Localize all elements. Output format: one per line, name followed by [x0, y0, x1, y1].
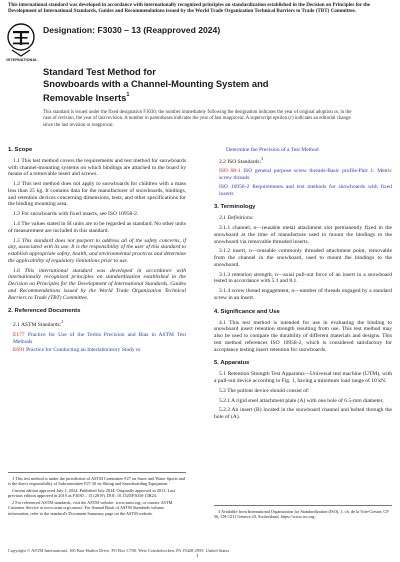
- ref-iso-68-1-title[interactable]: ISO general purpose screw threads-Basic profile-Part 1: Metric screw threads: [219, 168, 393, 182]
- right-footnotes: [214, 505, 392, 521]
- section-2-title: 2. Referenced Documents: [8, 308, 81, 315]
- para-2-1-text: 2.1 ASTM Standards:: [13, 322, 62, 329]
- para-1-5: 1.5 This standard does not purport to address all of the safety concerns, if any, associated with its use. It is the responsibility of the user of this standard to establish appropriate safety, health, and environmental practices and determine the applicability of regulatory limitations prior to use.: [8, 237, 186, 264]
- copyright-line: Copyright © ASTM International, 100 Barr Harbor Drive, PO Box C700, West Conshohocken, PA 19428-2959. United States: [8, 548, 230, 553]
- left-column: [8, 147, 186, 356]
- ref-iso-68-1-code[interactable]: ISO 68-1: [219, 168, 241, 175]
- ref-e177[interactable]: [8, 332, 186, 346]
- tbt-notice: This international standard was developed in accordance with internationally recognized principles on standardization established in the Decision on Principles for the Development of International Standards, Guides and Recommendations issued by the World Trade Organization Technical Barriers to Trade (TBT) Committee.: [8, 2, 371, 14]
- logo-caption: INTERNATIONAL: [6, 58, 38, 62]
- ref-e691-continued[interactable]: Determine the Precision of a Test Method: [226, 147, 319, 153]
- title-line-2: Snowboards with a Channel-Mounting System and: [43, 78, 269, 89]
- para-3-1-4: 3.1.4 screw thread engagement, n—number of threads engaged by a standard screw in an insert.: [214, 288, 392, 302]
- right-column: [214, 147, 392, 424]
- para-2-1-sup: 2: [61, 319, 64, 325]
- para-3-1-2: 3.1.2 insert, n—reusable commonly threaded attachment point, removable from the channel in the snowboard, used to mount the bindings to the snowboard.: [214, 248, 392, 268]
- page-number: 1: [196, 554, 199, 559]
- ref-e691-title[interactable]: Practice for Conducting an Interlaboratory Study to: [26, 347, 141, 354]
- para-1-6: 1.6 This international standard was developed in accordance with internationally recognized principles on standardization established in the Decision on Principles for the Development of International Standards, Guides and Recommendations issued by the World Trade Organization Technical Barriers to Trade (TBT) Committee.: [8, 267, 186, 301]
- para-5-2-1: 5.2.1 A rigid steel attachment plate (A) with one hole of 6.5-mm diameter,: [219, 397, 384, 404]
- section-5-title: 5. Apparatus: [214, 360, 250, 367]
- standard-note: This standard is issued under the fixed designation F3030; the number immediately following the designation indicates the year of original adoption or, in the case of revision, the year of last revision. A number in parentheses indicates the year of last reapproval. A superscript epsilon (ε) indicates an editorial change since the last revision or reapproval.: [43, 110, 352, 128]
- ref-e691-code[interactable]: E691: [13, 347, 25, 354]
- para-3-1-1: 3.1.1 channel, n—reusable metal attachment slot permanently fixed in the snowboard at the time of manufacture used to mount the bindings to the snowboard via removable threaded inserts.: [214, 225, 392, 245]
- para-2-2: [214, 156, 392, 166]
- designation: Designation: F3030 – 13 (Reapproved 2024): [43, 25, 221, 35]
- ref-e691[interactable]: [8, 347, 186, 354]
- document-title: [43, 66, 353, 104]
- ref-iso-10958-2[interactable]: ISO 10958-2 Requirements and test methods for snowboards with fixed inserts: [219, 183, 392, 197]
- section-1-title: 1. Scope: [8, 147, 33, 153]
- title-footnote-ref: 1: [126, 92, 130, 98]
- footnote-2: 2 For referenced ASTM standards, visit the ASTM website, www.astm.org, or contact ASTM Customer Service at www.astm.org/contact. For Annual Book of ASTM Standards volume information, refer to the standard's Document Summary page on the ASTM website.: [8, 500, 173, 516]
- para-5-2: 5.2 The pullout device should consist of:: [219, 387, 310, 394]
- footnote-3: 3 Available from International Organization for Standardization (ISO), 1, ch. de la Voie-Creuse, CP 56, CH-1211 Geneva 20, Switzerland, https://www.iso.org.: [214, 509, 389, 520]
- para-1-3: 1.3 For snowboards with fixed inserts, see ISO 10958-2.: [13, 211, 139, 218]
- ref-iso-68-1[interactable]: [214, 168, 392, 182]
- title-line-3-text: Removable Inserts: [43, 92, 127, 104]
- para-2-2-sup: 3: [261, 155, 264, 161]
- title-line-1: Standard Test Method for: [43, 66, 156, 77]
- ref-e177-title[interactable]: Practice for Use of the Terms Precision and Bias in ASTM Test Methods: [13, 331, 186, 345]
- footnote-1: 1 This test method is under the jurisdiction of ASTM Committee F27 on Snow and Water Sports and is the direct responsibility of Subcommittee F27.30 on Skiing and Snowboarding Equipment.: [8, 476, 185, 487]
- para-4-1: 4.1 This test method is intended for use in evaluating the binding to snowboard insert retention strength resulting from use. This test method may also be used to compare the durability of different materials and designs. This test method references ISO 10958-2, which is considered satisfactory for acceptance testing insert retention for snowboards.: [214, 319, 392, 353]
- left-footnotes: [8, 472, 186, 518]
- para-1-1: 1.1 This test method covers the requirements and test method for snowboards with channel-mounting systems on which bindings are attached to the board by means of a removable insert and screws.: [8, 157, 186, 178]
- para-1-2: 1.2 This test method does not apply to snowboards for children with a mass less than 25 kg. It contains data for the manufacturer of snowboards, bindings, and retention devices concerning dimensions, tests, and other specifications for the binding mounting area.: [8, 181, 186, 208]
- ref-e177-code[interactable]: E177: [13, 331, 25, 338]
- para-3-1: 3.1 Definitions:: [219, 215, 254, 222]
- para-2-2-text: 2.2 ISO Standards:: [219, 158, 262, 165]
- para-2-1: [8, 319, 186, 329]
- title-line-3: [43, 90, 353, 104]
- section-3-title: 3. Terminology: [214, 204, 256, 211]
- para-5-2-2: 5.2.2 An insert (B) located in the snowboard channel and bolted through the hole of (A).: [214, 407, 392, 421]
- section-4-title: 4. Significance and Use: [214, 308, 280, 315]
- astm-logo-icon: [7, 23, 35, 57]
- para-5-1: 5.1 Retention Strength Test Apparatus—Universal test machine (UTM), with a pull-out device according to Fig. 1, having a minimum load range of 10 kN.: [214, 371, 392, 384]
- footnote-1-edition: Current edition approved July 1, 2024. Published July 2024. Originally approved in 2013. Last previous edition approved in 2019 as F3030 – 13 (2019). DOI: 10.1520/F3030-13R24.: [8, 488, 175, 499]
- para-1-4: 1.4 The values stated in SI units are to be regarded as standard. No other units of measurement are included in this standard.: [8, 221, 186, 234]
- para-3-1-3: 3.1.3 retention strength, n—axial pull-out force of an insert in a snowboard tested in accordance with 5.1 and 8.1.: [214, 271, 392, 285]
